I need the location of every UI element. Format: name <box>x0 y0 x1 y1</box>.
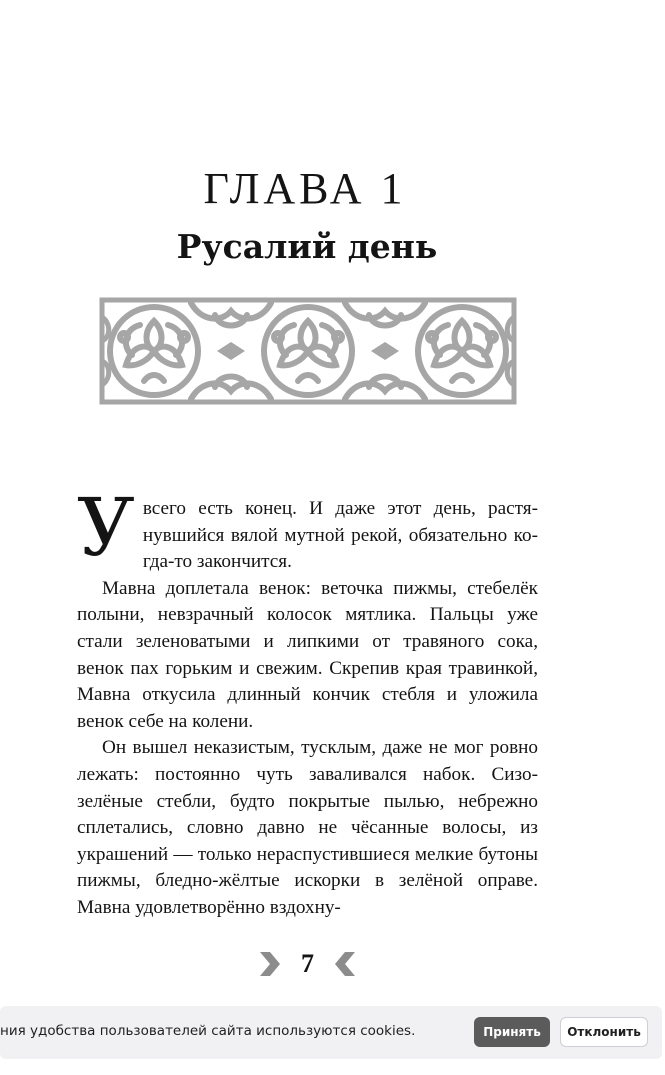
chapter-title: ГЛАВА 1 <box>203 164 407 213</box>
page-number-block <box>0 950 615 978</box>
cookie-banner <box>0 1006 662 1059</box>
floral-ornament-icon <box>99 297 517 405</box>
chevron-right-icon <box>258 950 282 978</box>
chapter-subtitle: Русалий день <box>176 227 438 266</box>
decline-cookies-button[interactable]: Отклонить <box>560 1017 648 1047</box>
paragraph-3: Он вышел неказистым, тусклым, даже не мог ровно лежать: постоянно чуть заваливался набок. Сизо-зелёные стебли, будто покрытые пылью, небрежно сплетались, словно давно не чёсанные волосы, из украшений — только нераспустившиеся мелкие бутоны пижмы, бледно-жёлтые искорки в зелёной оправе. Мавна удовлетворённо вздохну- <box>77 737 538 918</box>
cookie-banner-text: ния удобства пользователей сайта используются cookies. <box>0 1023 416 1039</box>
paragraph-2: Мавна доплетала венок: веточка пижмы, стебелёк полыни, невзрачный колосок мятлика. Пальцы уже стали зеленоватыми и липкими от травяного сока, венок пах горьким и свежим. Скрепив края травинкой, Мавна откусила длинный кончик стебля и уложила венок себе на колени. <box>77 577 538 732</box>
accept-cookies-button[interactable]: Принять <box>474 1017 550 1047</box>
drop-cap: У <box>77 481 135 574</box>
paragraph-1 <box>77 481 538 576</box>
chapter-body <box>77 481 538 922</box>
paragraph-1-text: всего есть конец. И даже этот день, растянувшийся вялой мутной рекой, обязательно когда-то закончится. <box>142 498 538 573</box>
page-number: 7 <box>301 949 314 978</box>
chevron-left-icon <box>333 950 357 978</box>
